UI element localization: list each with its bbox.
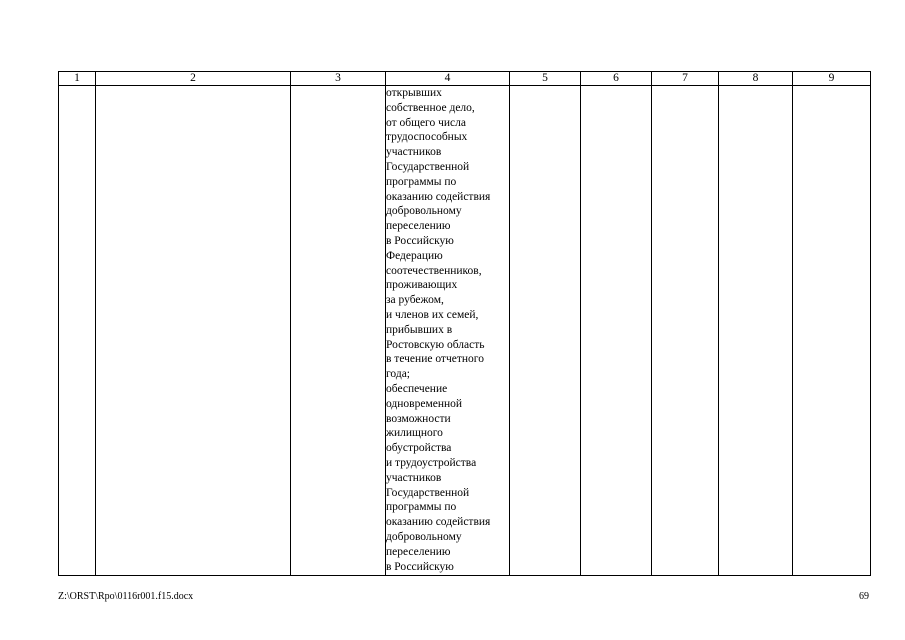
table-cell-col6: [581, 86, 652, 576]
table-cell-col3: [291, 86, 386, 576]
cell-text-line: обустройства: [386, 442, 452, 455]
cell-text-line: оказанию содействия: [386, 190, 491, 203]
table-row: [59, 86, 871, 576]
cell-text-line: соотечественников,: [386, 264, 482, 277]
cell-text-line: Федерацию: [386, 249, 443, 262]
cell-text-line: Государственной: [386, 486, 470, 499]
cell-text-line: года;: [386, 368, 410, 381]
table-cell-col4: [386, 86, 510, 576]
cell-text-line: открывших: [386, 87, 442, 99]
cell-text-line: в Российскую: [386, 234, 454, 247]
table-cell-col1: [59, 86, 96, 576]
cell-text-line: и членов их семей,: [386, 308, 479, 321]
cell-text-line: участников: [386, 146, 442, 159]
footer-page-number: 69: [859, 591, 869, 602]
cell-text-line: участников: [386, 471, 442, 484]
cell-text-line: за рубежом,: [386, 294, 444, 307]
cell-text-line: в течение отчетного: [386, 353, 484, 366]
cell-text-line: собственное дело,: [386, 101, 475, 114]
header-row: [59, 72, 871, 86]
table-cell-col9: [793, 86, 871, 576]
footer-file-path: Z:\ORST\Rpo\0116r001.f15.docx: [58, 591, 194, 602]
cell-text-line: программы по: [386, 175, 457, 188]
cell-text-line: программы по: [386, 501, 457, 514]
cell-text-line: Ростовскую область: [386, 338, 485, 351]
cell-text-line: переселению: [386, 545, 451, 558]
table-cell-col5: [510, 86, 581, 576]
column-header: 1: [59, 72, 96, 86]
cell-text-line: и трудоустройства: [386, 456, 477, 469]
column-header: 7: [652, 72, 719, 86]
column-header: 6: [581, 72, 652, 86]
cell-text-line: Государственной: [386, 160, 470, 173]
column-header: 8: [719, 72, 793, 86]
cell-text-line: добровольному: [386, 530, 462, 543]
column-header: 9: [793, 72, 871, 86]
cell-text-line: оказанию содействия: [386, 516, 491, 529]
cell-text-line: одновременной: [386, 397, 463, 410]
cell-text-line: возможности: [386, 412, 451, 425]
cell-text-line: от общего числа: [386, 116, 467, 129]
column-header: 5: [510, 72, 581, 86]
column-header: 4: [386, 72, 510, 86]
cell-text-line: обеспечение: [386, 382, 448, 395]
table-cell-col7: [652, 86, 719, 576]
cell-text-line: жилищного: [386, 427, 443, 440]
column-header: 2: [96, 72, 291, 86]
cell-text-line: в Российскую: [386, 560, 454, 573]
cell-text-line: добровольному: [386, 205, 462, 218]
data-table: [58, 71, 871, 576]
cell-text-line: переселению: [386, 220, 451, 233]
cell-text-line: трудоспособных: [386, 131, 468, 144]
table-cell-col8: [719, 86, 793, 576]
column-header: 3: [291, 72, 386, 86]
table-cell-col2: [96, 86, 291, 576]
cell-text-line: прибывших в: [386, 323, 453, 336]
cell-text-line: проживающих: [386, 279, 458, 292]
